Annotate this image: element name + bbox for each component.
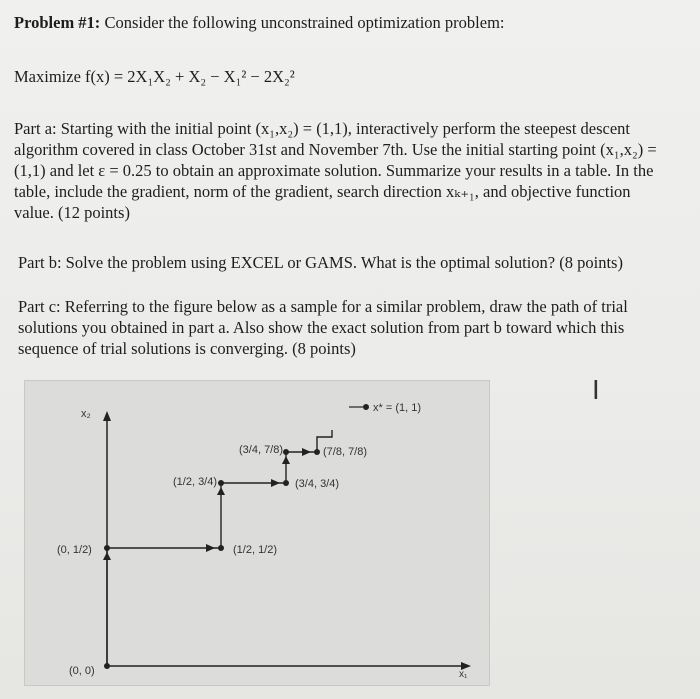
part-a-line-5: value. (12 points) [14,203,130,222]
problem-title [14,12,505,33]
x2-axis-label: x₂ [81,408,91,420]
optimum-label: x* = (1, 1) [373,402,421,414]
x1-axis-label: x₁ [459,669,468,680]
part-a-line-4: table, include the gradient, norm of the gradient, search direction xₖ₊₁, and objective function [14,182,631,201]
path-arrow-icon [302,448,311,456]
point-label: (0, 1/2) [57,544,92,556]
optimum-point [363,404,369,410]
point-3q-3q [283,480,289,486]
point-label: (1/2, 1/2) [233,544,278,556]
part-a-line-1: Part a: Starting with the initial point (x₁,x₂) = (1,1), interactively perform the steepest descent [14,119,631,138]
point-label: (3/4, 3/4) [295,478,340,490]
x2-axis-arrow-icon [103,411,111,421]
path-arrow-icon [271,479,280,487]
point-0-half [104,545,110,551]
text-cursor-icon: I [592,376,600,406]
part-c-line-1: Part c: Referring to the figure below as a sample for a similar problem, draw the path of trial [18,297,628,316]
path-arrow-icon [103,552,111,560]
part-c-line-2: solutions you obtained in part a. Also show the exact solution from part b toward which this [18,318,625,337]
part-b-text: Part b: Solve the problem using EXCEL or GAMS. What is the optimal solution? (8 points) [18,253,623,272]
point-label: (0, 0) [69,665,95,677]
part-a-line-3: (1,1) and let ε = 0.25 to obtain an approximate solution. Summarize your results in a table. In the [14,161,654,180]
part-a-line-2: algorithm covered in class October 31st and November 7th. Use the initial starting point (x₁,x₂) = [14,140,657,159]
point-label: (1/2, 3/4) [173,476,218,488]
problem-number: Problem #1: [14,13,101,32]
point-label: (3/4, 7/8) [239,444,284,456]
point-half-half [218,545,224,551]
point-3q-7e [283,449,289,455]
path-arrow-icon [206,544,215,552]
point-half-3q [218,480,224,486]
problem-title-text: Consider the following unconstrained optimization problem: [100,13,505,32]
sample-path-figure [24,380,490,686]
part-c-line-3: sequence of trial solutions is converging. (8 points) [18,339,356,358]
point-7e-7e [314,449,320,455]
point-0-0 [104,663,110,669]
point-label: (7/8, 7/8) [323,446,368,458]
figure-svg [25,381,489,685]
objective-function: Maximize f(x) = 2X₁X₂ + X₂ − X₁² − 2X₂² [14,67,295,86]
path-arrow-icon [282,456,290,464]
path-arrow-icon [217,487,225,495]
